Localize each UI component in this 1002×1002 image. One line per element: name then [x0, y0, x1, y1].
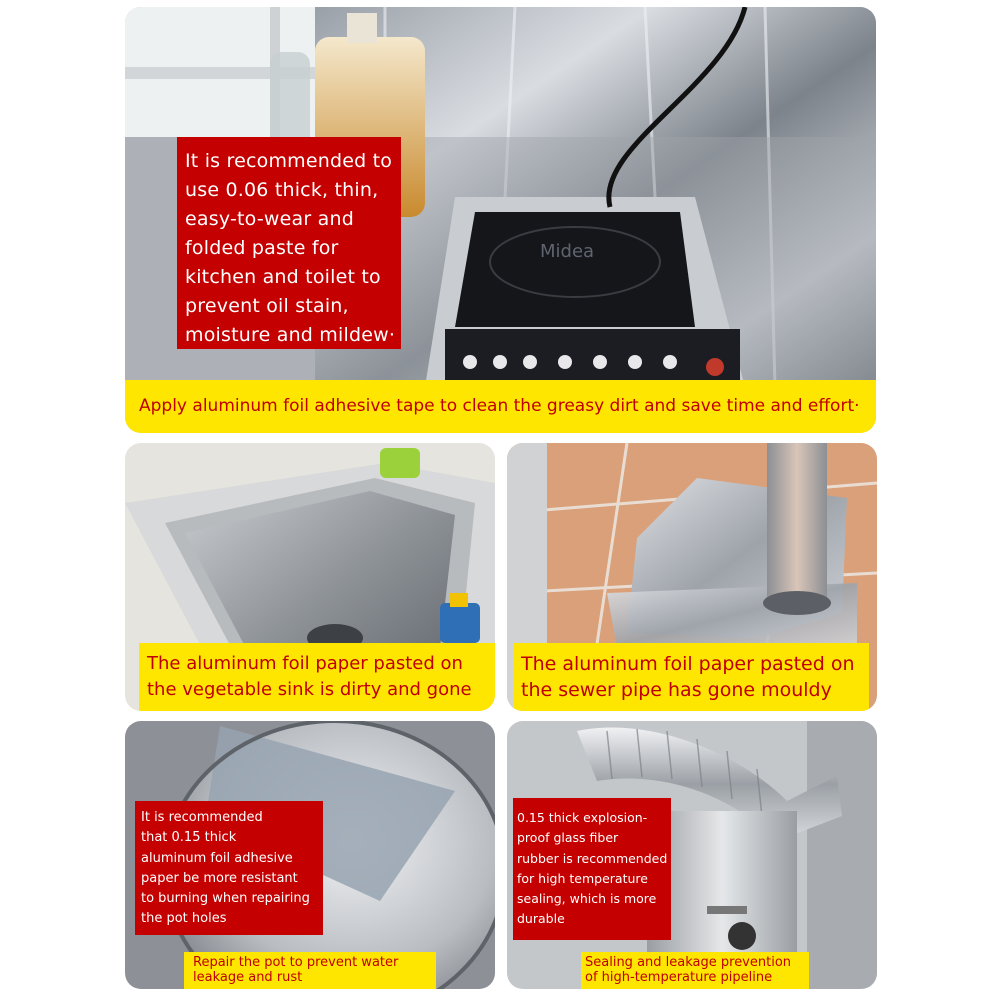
heater-pipeline-panel	[507, 721, 877, 989]
heater-recommendation-callout: 0.15 thick explosion- proof glass fiber rubber is recommended for high temperature sealing, which is more durable	[513, 798, 671, 940]
kitchen-stove-panel	[125, 7, 876, 433]
sink-panel	[125, 443, 495, 711]
pot-repair-panel	[125, 721, 495, 989]
pot-caption: Repair the pot to prevent water leakage and rust	[184, 952, 436, 989]
stove-brand-label: Midea	[540, 241, 595, 262]
heater-caption: Sealing and leakage prevention of high-temperature pipeline	[581, 952, 809, 989]
sewer-pipe-panel	[507, 443, 877, 711]
recommendation-callout: It is recommended to use 0.06 thick, thin, easy-to-wear and folded paste for kitchen and toilet to prevent oil stain, moisture and mildew·	[177, 137, 401, 349]
pipe-caption: The aluminum foil paper pasted on the sewer pipe has gone mouldy	[513, 643, 869, 711]
pot-recommendation-callout: It is recommended that 0.15 thick aluminum foil adhesive paper be more resistant to burning when repairing the pot holes	[135, 801, 323, 935]
sink-caption: The aluminum foil paper pasted on the vegetable sink is dirty and gone	[139, 643, 495, 711]
top-caption: Apply aluminum foil adhesive tape to clean the greasy dirt and save time and effort·	[125, 380, 876, 433]
